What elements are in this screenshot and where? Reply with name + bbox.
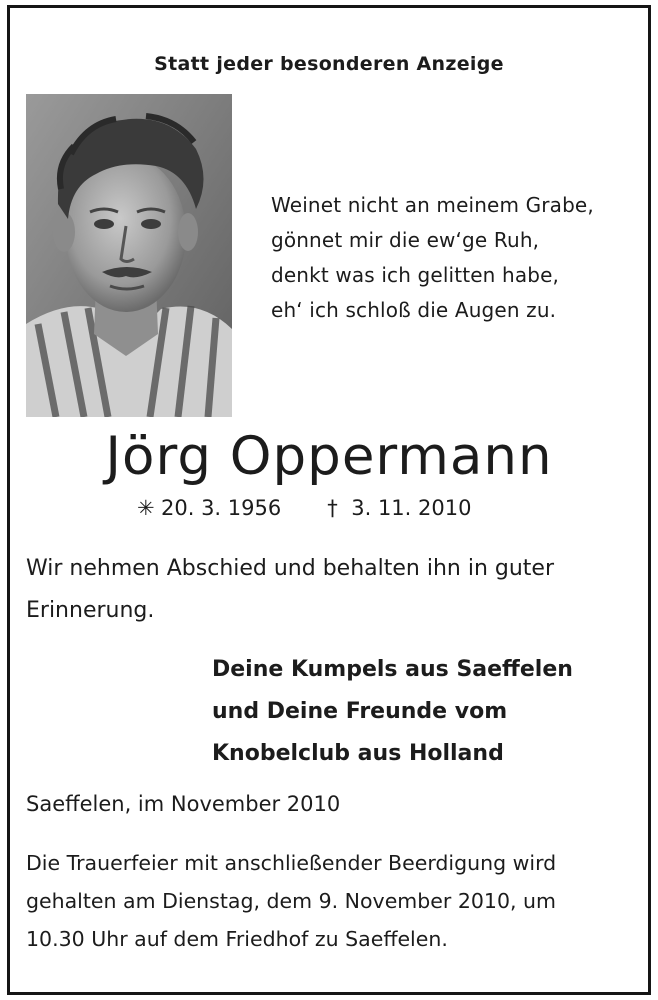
death-cross-icon: † — [327, 496, 338, 520]
signer-line: Deine Kumpels aus Saeffelen — [212, 657, 573, 682]
memorial-verse — [271, 188, 594, 328]
farewell-line: Erinnerung. — [26, 598, 155, 623]
signer-line: und Deine Freunde vom — [212, 699, 508, 724]
funeral-line: gehalten am Dienstag, dem 9. November 2010, um — [26, 889, 557, 913]
place-and-date: Saeffelen, im November 2010 — [26, 792, 341, 816]
portrait-photo — [26, 94, 232, 417]
signers-block — [212, 649, 573, 775]
obituary-notice — [7, 5, 651, 995]
notice-header: Statt jeder besonderen Anzeige — [154, 53, 504, 75]
signer-line: Knobelclub aus Holland — [212, 741, 504, 766]
deceased-name: Jörg Oppermann — [105, 426, 553, 487]
life-dates — [137, 496, 471, 520]
birth-star-icon: ✳ — [137, 496, 155, 520]
funeral-line: 10.30 Uhr auf dem Friedhof zu Saeffelen. — [26, 927, 448, 951]
verse-line: gönnet mir die ew‘ge Ruh, — [271, 228, 540, 252]
verse-line: denkt was ich gelitten habe, — [271, 263, 560, 287]
farewell-text — [26, 548, 642, 632]
funeral-line: Die Trauerfeier mit anschließender Beerdigung wird — [26, 851, 557, 875]
verse-line: Weinet nicht an meinem Grabe, — [271, 193, 594, 217]
death-date: 3. 11. 2010 — [351, 496, 472, 520]
verse-line: eh‘ ich schloß die Augen zu. — [271, 298, 557, 322]
birth-date: 20. 3. 1956 — [161, 496, 282, 520]
funeral-info — [26, 844, 556, 958]
farewell-line: Wir nehmen Abschied und behalten ihn in guter — [26, 556, 554, 581]
